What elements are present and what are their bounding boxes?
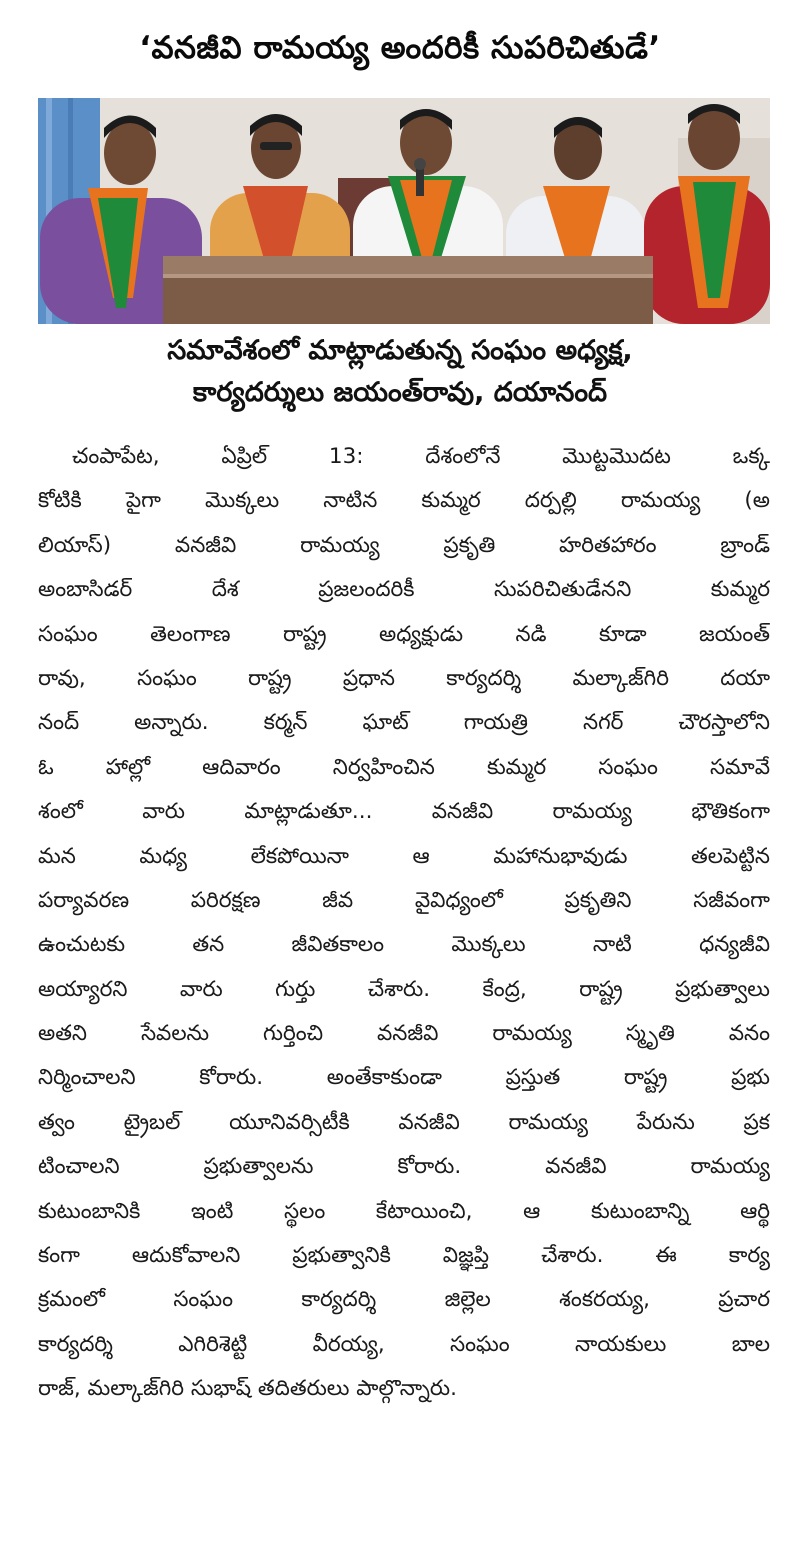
caption-line-2: కార్యదర్శులు జయంత్‌రావు, దయానంద్	[192, 377, 608, 408]
article-line: అయ్యారని వారు గుర్తు చేశారు. కేంద్ర, రాష్ట్ర ప్రభుత్వాలు	[38, 976, 770, 1002]
article-line: అంబాసిడర్ దేశ ప్రజలందరికీ సుపరిచితుడేనని కుమ్మర	[38, 577, 770, 603]
headline: ‘వనజీవి రామయ్య అందరికీ సుపరిచితుడే’	[139, 30, 661, 66]
news-photo	[38, 98, 770, 324]
photo-icon	[38, 98, 770, 324]
table	[163, 256, 653, 324]
article-line: ఓ హాల్లో ఆదివారం నిర్వహించిన కుమ్మర సంఘం సమావే	[38, 754, 770, 780]
article-line: త్వం ట్రైబల్ యూనివర్సిటీకి వనజీవి రామయ్య పేరును ప్రక	[38, 1109, 770, 1135]
article-line: కార్యదర్శి ఎగిరిశెట్టి వీరయ్య, సంఘం నాయకులు బాల	[38, 1331, 770, 1357]
article-line: లియాస్) వనజీవి రామయ్య ప్రకృతి హరితహారం బ్రాండ్	[38, 532, 770, 558]
article-line: కోటికి పైగా మొక్కలు నాటిన కుమ్మర దర్పల్లి రామయ్య (అ	[38, 488, 770, 514]
caption-line-1: సమావేశంలో మాట్లాడుతున్న సంఘం అధ్యక్ష,	[167, 335, 633, 366]
article-line: నంద్ అన్నారు. కర్మన్ ఘాట్ గాయత్రి నగర్ చౌరస్తాలోని	[38, 710, 770, 736]
article-body	[38, 435, 770, 1412]
article-line: మన మధ్య లేకపోయినా ఆ మహానుభావుడు తలపెట్టిన	[38, 843, 770, 869]
article-line: నిర్మించాలని కోరారు. అంతేకాకుండా ప్రస్తుత రాష్ట్ర ప్రభు	[38, 1065, 770, 1091]
photo-caption	[0, 330, 800, 414]
article-line: కుటుంబానికి ఇంటి స్థలం కేటాయించి, ఆ కుటుంబాన్ని ఆర్థి	[38, 1198, 770, 1224]
article-line: చంపాపేట, ఏప్రిల్ 13: దేశంలోనే మొట్టమొదట ఒక్క	[72, 444, 770, 469]
article-line: ఉంచుటకు తన జీవితకాలం మొక్కలు నాటి ధన్యజీవి	[38, 932, 770, 958]
article-line: క్రమంలో సంఘం కార్యదర్శి జిల్లెల శంకరయ్య, ప్రచార	[38, 1287, 770, 1313]
article-line: టించాలని ప్రభుత్వాలను కోరారు. వనజీవి రామయ్య	[38, 1154, 770, 1180]
article-line: అతని సేవలను గుర్తించి వనజీవి రామయ్య స్మృతి వనం	[38, 1021, 770, 1047]
article-line: పర్యావరణ పరిరక్షణ జీవ వైవిధ్యంలో ప్రకృతిని సజీవంగా	[38, 887, 770, 913]
article-line: శంలో వారు మాట్లాడుతూ... వనజీవి రామయ్య భౌతికంగా	[38, 799, 770, 825]
article-line: రాజ్, మల్కాజ్‌గిరి సుభాష్ తదితరులు పాల్గొన్నారు.	[38, 1376, 457, 1402]
article-line: కంగా ఆదుకోవాలని ప్రభుత్వానికి విజ్ఞప్తి చేశారు. ఈ కార్య	[38, 1243, 770, 1269]
article-line: సంఘం తెలంగాణ రాష్ట్ర అధ్యక్షుడు నడి కూడా జయంత్	[38, 621, 770, 647]
article-line: రావు, సంఘం రాష్ట్ర ప్రధాన కార్యదర్శి మల్కాజ్‌గిరి దయా	[38, 665, 770, 691]
